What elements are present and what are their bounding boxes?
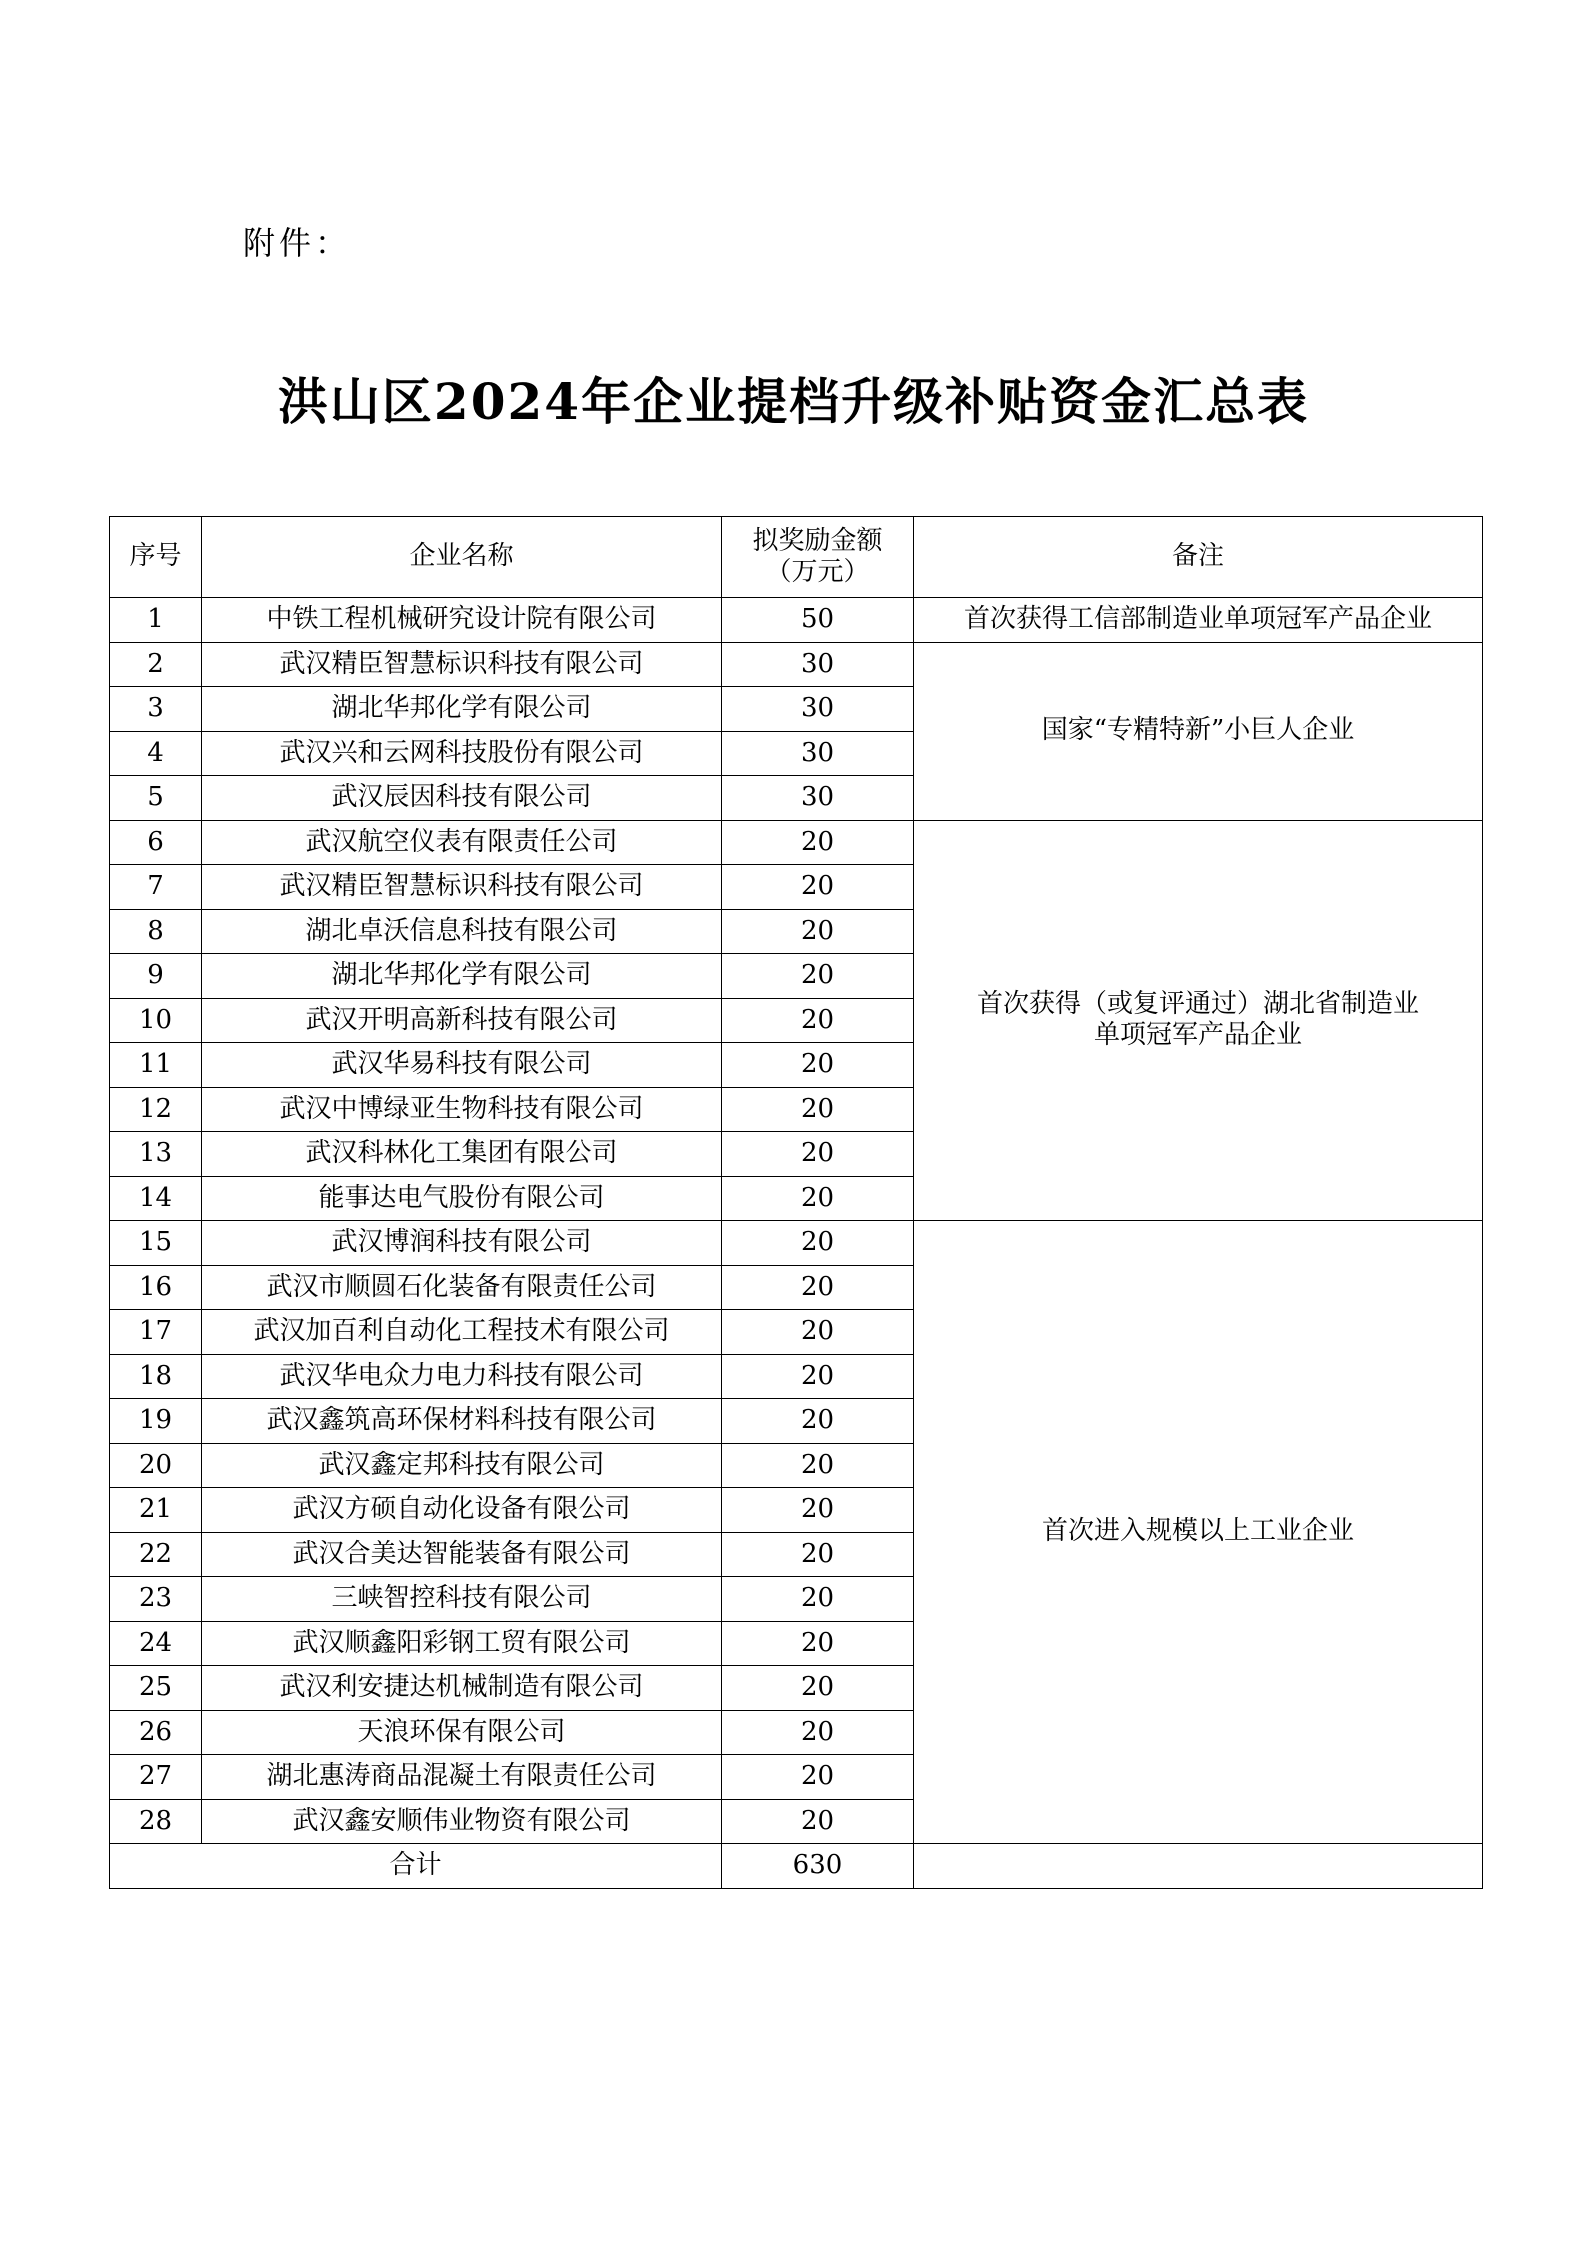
cell-amount: 30 [722,731,914,776]
cell-company-name: 武汉鑫安顺伟业物资有限公司 [202,1799,722,1844]
cell-seq: 13 [110,1132,202,1177]
cell-seq: 1 [110,598,202,643]
cell-amount: 20 [722,1310,914,1355]
cell-seq: 7 [110,865,202,910]
cell-company-name: 中铁工程机械研究设计院有限公司 [202,598,722,643]
cell-company-name: 武汉顺鑫阳彩钢工贸有限公司 [202,1621,722,1666]
cell-seq: 16 [110,1265,202,1310]
cell-amount: 20 [722,1399,914,1444]
total-note [914,1844,1483,1889]
cell-amount: 20 [722,909,914,954]
cell-amount: 20 [722,865,914,910]
note-group3-line1: 首次获得（或复评通过）湖北省制造业 [976,989,1419,1020]
header-note: 备注 [914,517,1483,598]
cell-company-name: 武汉加百利自动化工程技术有限公司 [202,1310,722,1355]
cell-company-name: 武汉鑫定邦科技有限公司 [202,1443,722,1488]
cell-company-name: 武汉利安捷达机械制造有限公司 [202,1666,722,1711]
cell-amount: 20 [722,820,914,865]
cell-seq: 20 [110,1443,202,1488]
cell-amount: 20 [722,1443,914,1488]
cell-amount: 20 [722,1577,914,1622]
cell-company-name: 湖北卓沃信息科技有限公司 [202,909,722,954]
cell-seq: 21 [110,1488,202,1533]
cell-amount: 20 [722,1532,914,1577]
cell-company-name: 武汉博润科技有限公司 [202,1221,722,1266]
cell-amount: 20 [722,1710,914,1755]
cell-company-name: 三峡智控科技有限公司 [202,1577,722,1622]
cell-amount: 20 [722,998,914,1043]
cell-amount: 20 [722,1176,914,1221]
cell-seq: 9 [110,954,202,999]
cell-company-name: 武汉科林化工集团有限公司 [202,1132,722,1177]
cell-seq: 11 [110,1043,202,1088]
cell-seq: 2 [110,642,202,687]
cell-seq: 17 [110,1310,202,1355]
cell-company-name: 武汉开明高新科技有限公司 [202,998,722,1043]
cell-amount: 20 [722,954,914,999]
cell-seq: 27 [110,1755,202,1800]
cell-note-group4: 首次进入规模以上工业企业 [914,1221,1483,1844]
cell-company-name: 武汉市顺圆石化装备有限责任公司 [202,1265,722,1310]
cell-company-name: 武汉精臣智慧标识科技有限公司 [202,642,722,687]
header-amount-line2: （万元） [765,557,870,587]
cell-amount: 20 [722,1488,914,1533]
cell-amount: 20 [722,1132,914,1177]
total-label: 合计 [110,1844,722,1889]
cell-note-group3 [914,820,1483,1221]
cell-amount: 20 [722,1354,914,1399]
table-row [110,642,1483,687]
cell-company-name: 武汉华电众力电力科技有限公司 [202,1354,722,1399]
table-row [110,1221,1483,1266]
cell-seq: 15 [110,1221,202,1266]
cell-amount: 20 [722,1043,914,1088]
subsidy-table [109,516,1483,1889]
header-amount-line1: 拟奖励金额 [752,525,883,556]
cell-seq: 23 [110,1577,202,1622]
cell-company-name: 湖北华邦化学有限公司 [202,954,722,999]
cell-amount: 20 [722,1265,914,1310]
cell-seq: 18 [110,1354,202,1399]
header-amount [722,517,914,598]
note-group3-line2: 单项冠军产品企业 [1093,1020,1302,1051]
cell-seq: 5 [110,776,202,821]
cell-amount: 20 [722,1799,914,1844]
cell-amount: 30 [722,687,914,732]
cell-seq: 12 [110,1087,202,1132]
table-total-row [110,1844,1483,1889]
cell-note-group1: 首次获得工信部制造业单项冠军产品企业 [914,598,1483,643]
cell-seq: 3 [110,687,202,732]
cell-company-name: 天浪环保有限公司 [202,1710,722,1755]
cell-seq: 22 [110,1532,202,1577]
cell-seq: 25 [110,1666,202,1711]
cell-amount: 20 [722,1666,914,1711]
header-company-name: 企业名称 [202,517,722,598]
cell-company-name: 武汉精臣智慧标识科技有限公司 [202,865,722,910]
cell-amount: 20 [722,1221,914,1266]
cell-company-name: 武汉航空仪表有限责任公司 [202,820,722,865]
cell-company-name: 武汉兴和云网科技股份有限公司 [202,731,722,776]
cell-company-name: 武汉辰因科技有限公司 [202,776,722,821]
cell-amount: 20 [722,1621,914,1666]
cell-seq: 8 [110,909,202,954]
cell-amount: 20 [722,1755,914,1800]
cell-company-name: 湖北惠涛商品混凝土有限责任公司 [202,1755,722,1800]
cell-note-group2: 国家“专精特新”小巨人企业 [914,642,1483,820]
attachment-label: 附件： [243,224,352,262]
table-row [110,598,1483,643]
cell-company-name: 武汉方硕自动化设备有限公司 [202,1488,722,1533]
cell-amount: 30 [722,776,914,821]
cell-seq: 28 [110,1799,202,1844]
cell-company-name: 武汉中博绿亚生物科技有限公司 [202,1087,722,1132]
cell-amount: 20 [722,1087,914,1132]
cell-seq: 10 [110,998,202,1043]
page-title: 洪山区2024年企业提档升级补贴资金汇总表 [277,372,1310,431]
cell-company-name: 能事达电气股份有限公司 [202,1176,722,1221]
total-amount: 630 [722,1844,914,1889]
cell-seq: 14 [110,1176,202,1221]
cell-amount: 30 [722,642,914,687]
cell-company-name: 武汉鑫筑高环保材料科技有限公司 [202,1399,722,1444]
cell-seq: 19 [110,1399,202,1444]
cell-company-name: 武汉华易科技有限公司 [202,1043,722,1088]
table-row [110,820,1483,865]
table-header-row [110,517,1483,598]
header-seq: 序号 [110,517,202,598]
cell-company-name: 湖北华邦化学有限公司 [202,687,722,732]
cell-company-name: 武汉合美达智能装备有限公司 [202,1532,722,1577]
cell-seq: 6 [110,820,202,865]
cell-amount: 50 [722,598,914,643]
cell-seq: 24 [110,1621,202,1666]
cell-seq: 26 [110,1710,202,1755]
cell-seq: 4 [110,731,202,776]
